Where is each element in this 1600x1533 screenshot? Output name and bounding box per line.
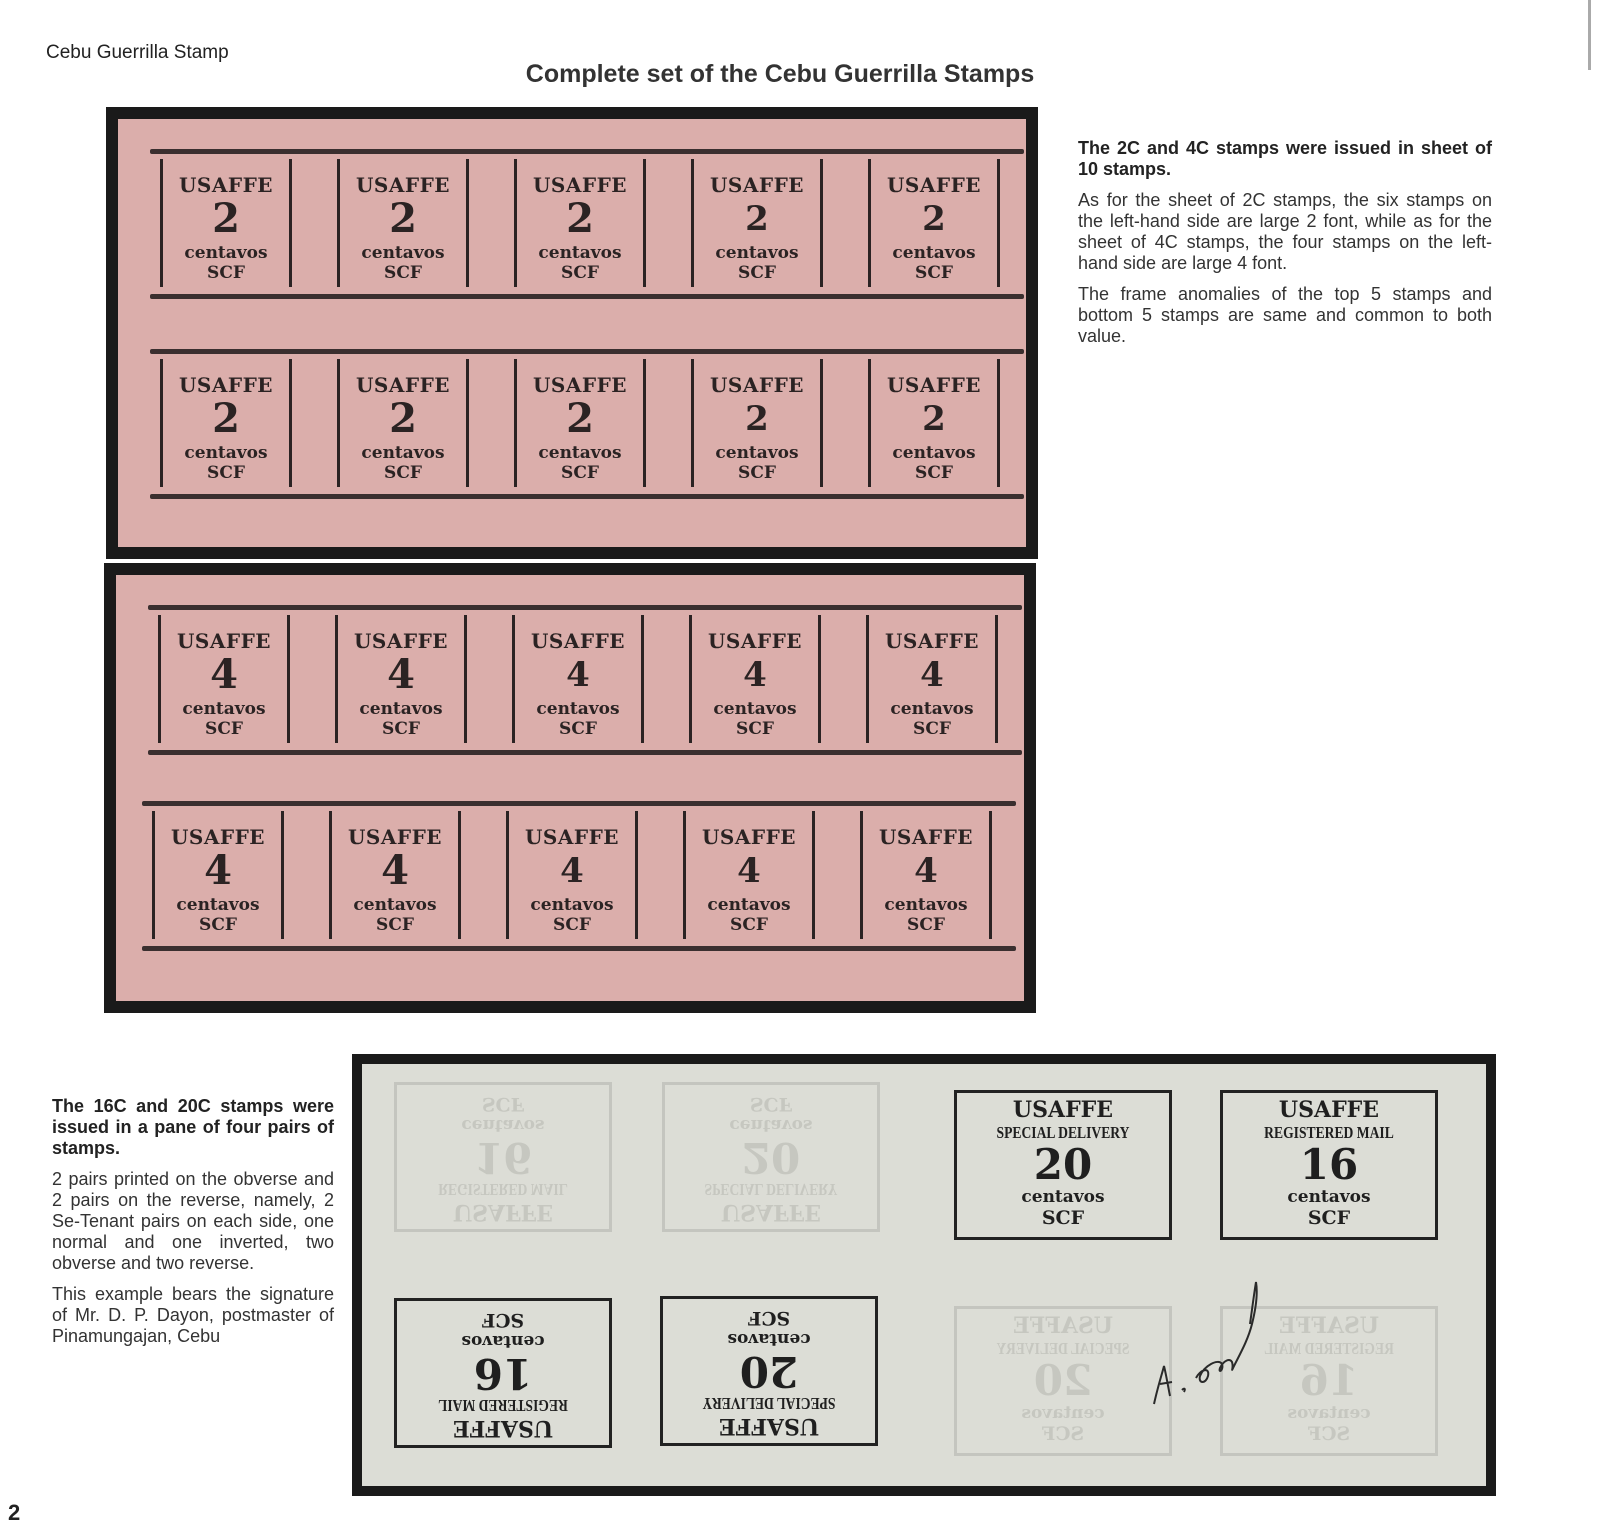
stamp-unit: centavos (707, 895, 791, 915)
stamp-unit: centavos (729, 1115, 813, 1135)
stamp-value: 2 (212, 195, 240, 242)
stamp-country: USAFFE (1012, 1313, 1114, 1339)
stamp-unit: centavos (530, 895, 614, 915)
frame-line (150, 149, 1024, 154)
stamp-4c (152, 811, 284, 939)
stamp-unit: centavos (715, 243, 799, 263)
stamp-value: 16 (1299, 1140, 1359, 1189)
stamp-overprint: SCF (481, 1309, 525, 1331)
stamp-4c (689, 615, 821, 743)
stamp-overprint: SCF (382, 719, 420, 739)
stamp-value: 4 (210, 651, 238, 698)
stamp-value: 4 (920, 655, 944, 695)
stamp-unit: centavos (884, 895, 968, 915)
stamp-unit: centavos (715, 443, 799, 463)
stamp-2c (160, 359, 292, 487)
stamp-20c-reverse-ghost (954, 1306, 1172, 1456)
stamp-value: 4 (914, 851, 938, 891)
stamp-unit: centavos (361, 243, 445, 263)
stamp-value: 16 (473, 1133, 533, 1182)
stamp-service: REGISTERED MAIL (1264, 1123, 1394, 1142)
stamp-country: USAFFE (878, 825, 974, 849)
stamp-country: USAFFE (1278, 1313, 1380, 1339)
stamp-service: REGISTERED MAIL (438, 1180, 568, 1199)
stamp-overprint: SCF (915, 263, 953, 283)
description-paragraph: 2 pairs printed on the obverse and 2 pairs on the reverse, namely, 2 Se-Tenant pairs on each side, one normal and one inverted, two obverse and two reverse. (52, 1169, 334, 1273)
stamp-country: USAFFE (452, 1199, 554, 1225)
description-paragraph: The frame anomalies of the top 5 stamps and bottom 5 stamps are same and common to both value. (1078, 284, 1492, 346)
stamp-unit: centavos (892, 243, 976, 263)
stamp-value: 2 (566, 395, 594, 442)
stamp-overprint: SCF (481, 1093, 525, 1115)
frame-line (150, 349, 1024, 354)
strip-2c-top (150, 149, 1024, 299)
stamp-unit: centavos (727, 1329, 811, 1349)
stamp-country: USAFFE (347, 825, 443, 849)
stamp-overprint: SCF (553, 915, 591, 935)
stamp-country: USAFFE (170, 825, 266, 849)
stamp-2c (337, 159, 469, 287)
header-label: Cebu Guerrilla Stamp (46, 42, 229, 63)
stamp-4c (506, 811, 638, 939)
stamp-overprint: SCF (907, 915, 945, 935)
stamp-overprint: SCF (207, 263, 245, 283)
stamp-country: USAFFE (524, 825, 620, 849)
stamp-value: 20 (739, 1347, 799, 1396)
stamp-2c (691, 359, 823, 487)
stamp-16c-inverted (394, 1298, 612, 1448)
stamp-service: SPECIAL DELIVERY (704, 1180, 838, 1199)
frame-line (142, 801, 1016, 806)
stamp-unit: centavos (182, 699, 266, 719)
description-16c-20c (52, 1096, 334, 1357)
stamp-country: USAFFE (532, 173, 628, 197)
stamp-2c (868, 159, 1000, 287)
stamp-service: SPECIAL DELIVERY (996, 1123, 1130, 1142)
stamp-unit: centavos (461, 1331, 545, 1351)
stamp-overprint: SCF (561, 263, 599, 283)
stamp-value: 2 (389, 195, 417, 242)
stamp-unit: centavos (184, 443, 268, 463)
stamp-value: 4 (387, 651, 415, 698)
stamp-overprint: SCF (559, 719, 597, 739)
stamp-unit: centavos (713, 699, 797, 719)
stamp-unit: centavos (176, 895, 260, 915)
stamp-service: SPECIAL DELIVERY (702, 1394, 836, 1413)
stamp-unit: centavos (1287, 1187, 1371, 1207)
frame-line (142, 946, 1016, 951)
stamp-value: 20 (741, 1133, 801, 1182)
stamp-country: USAFFE (886, 173, 982, 197)
stamp-4c (335, 615, 467, 743)
stamp-4c (866, 615, 998, 743)
stamp-unit: centavos (892, 443, 976, 463)
strip-4c-bottom (142, 801, 1016, 951)
stamp-overprint: SCF (1041, 1423, 1085, 1445)
stamp-unit: centavos (536, 699, 620, 719)
stamp-value: 2 (745, 399, 769, 439)
stamp-overprint: SCF (207, 463, 245, 483)
stamp-value: 2 (745, 199, 769, 239)
page-title: Complete set of the Cebu Guerrilla Stamps (525, 60, 1035, 88)
stamp-country: USAFFE (178, 173, 274, 197)
stamp-4c (683, 811, 815, 939)
stamp-20c-reverse-ghost (662, 1082, 880, 1232)
stamp-value: 20 (1033, 1140, 1093, 1189)
stamp-4c (860, 811, 992, 939)
stamp-overprint: SCF (384, 263, 422, 283)
stamp-unit: centavos (538, 243, 622, 263)
stamp-overprint: SCF (1307, 1207, 1351, 1229)
stamp-country: USAFFE (1278, 1097, 1380, 1123)
stamp-overprint: SCF (384, 463, 422, 483)
stamp-service: REGISTERED MAIL (1264, 1339, 1394, 1358)
stamp-country: USAFFE (709, 173, 805, 197)
pane-16c-20c-mount (352, 1054, 1496, 1496)
description-2c-4c (1078, 138, 1492, 357)
stamp-country: USAFFE (886, 373, 982, 397)
pane-16c-20c (362, 1064, 1486, 1486)
sheet-4c-mount (104, 563, 1036, 1013)
stamp-overprint: SCF (1307, 1423, 1351, 1445)
stamp-unit: centavos (361, 443, 445, 463)
page-number: 2 (8, 1500, 21, 1525)
stamp-value: 2 (389, 395, 417, 442)
description-paragraph: As for the sheet of 2C stamps, the six stamps on the left-hand side are large 2 font, while as for the sheet of 4C stamps, the four stamps on the left-hand side are large 4 font. (1078, 190, 1492, 273)
stamp-value: 2 (922, 199, 946, 239)
description-paragraph: This example bears the signature of Mr. D. P. Dayon, postmaster of Pinamungajan, Cebu (52, 1284, 334, 1346)
stamp-value: 4 (204, 847, 232, 894)
stamp-unit: centavos (1287, 1403, 1371, 1423)
stamp-value: 2 (922, 399, 946, 439)
stamp-unit: centavos (353, 895, 437, 915)
stamp-value: 2 (566, 195, 594, 242)
stamp-overprint: SCF (738, 263, 776, 283)
stamp-overprint: SCF (376, 915, 414, 935)
stamp-2c (514, 159, 646, 287)
stamp-country: USAFFE (355, 373, 451, 397)
stamp-overprint: SCF (561, 463, 599, 483)
strip-2c-bottom (150, 349, 1024, 499)
stamp-value: 4 (560, 851, 584, 891)
stamp-country: USAFFE (176, 629, 272, 653)
stamp-16c-reverse-ghost (394, 1082, 612, 1232)
page-edge-shadow (1588, 0, 1591, 70)
stamp-value: 4 (737, 851, 761, 891)
stamp-overprint: SCF (1041, 1207, 1085, 1229)
frame-line (150, 494, 1024, 499)
stamp-service: SPECIAL DELIVERY (996, 1339, 1130, 1358)
stamp-country: USAFFE (178, 373, 274, 397)
stamp-20c-special-delivery (954, 1090, 1172, 1240)
stamp-country: USAFFE (452, 1415, 554, 1441)
stamp-country: USAFFE (532, 373, 628, 397)
stamp-2c (691, 159, 823, 287)
stamp-16c-registered-mail (1220, 1090, 1438, 1240)
stamp-unit: centavos (359, 699, 443, 719)
stamp-country: USAFFE (707, 629, 803, 653)
stamp-value: 2 (212, 395, 240, 442)
stamp-overprint: SCF (205, 719, 243, 739)
stamp-unit: centavos (890, 699, 974, 719)
stamp-overprint: SCF (736, 719, 774, 739)
strip-4c-top (148, 605, 1022, 755)
stamp-value: 4 (743, 655, 767, 695)
stamp-value: 4 (566, 655, 590, 695)
stamp-country: USAFFE (884, 629, 980, 653)
stamp-overprint: SCF (747, 1307, 791, 1329)
stamp-unit: centavos (184, 243, 268, 263)
sheet-2c (118, 119, 1026, 547)
sheet-4c (116, 575, 1024, 1001)
description-heading: The 2C and 4C stamps were issued in sheet of 10 stamps. (1078, 138, 1492, 179)
stamp-overprint: SCF (738, 463, 776, 483)
stamp-country: USAFFE (709, 373, 805, 397)
frame-line (148, 750, 1022, 755)
description-heading: The 16C and 20C stamps were issued in a pane of four pairs of stamps. (52, 1096, 334, 1158)
stamp-overprint: SCF (730, 915, 768, 935)
stamp-country: USAFFE (355, 173, 451, 197)
stamp-country: USAFFE (718, 1413, 820, 1439)
stamp-2c (337, 359, 469, 487)
stamp-4c (158, 615, 290, 743)
stamp-unit: centavos (1021, 1187, 1105, 1207)
stamp-value: 20 (1033, 1356, 1093, 1405)
stamp-country: USAFFE (701, 825, 797, 849)
sheet-2c-mount (106, 107, 1038, 559)
stamp-unit: centavos (538, 443, 622, 463)
stamp-service: REGISTERED MAIL (438, 1396, 568, 1415)
stamp-country: USAFFE (353, 629, 449, 653)
postmaster-signature (1148, 1274, 1278, 1414)
stamp-value: 4 (381, 847, 409, 894)
stamp-4c (512, 615, 644, 743)
stamp-value: 16 (473, 1349, 533, 1398)
stamp-value: 16 (1299, 1356, 1359, 1405)
stamp-2c (160, 159, 292, 287)
frame-line (148, 605, 1022, 610)
stamp-unit: centavos (1021, 1403, 1105, 1423)
stamp-20c-inverted (660, 1296, 878, 1446)
stamp-overprint: SCF (913, 719, 951, 739)
stamp-unit: centavos (461, 1115, 545, 1135)
frame-line (150, 294, 1024, 299)
stamp-country: USAFFE (720, 1199, 822, 1225)
stamp-4c (329, 811, 461, 939)
stamp-overprint: SCF (749, 1093, 793, 1115)
stamp-2c (868, 359, 1000, 487)
stamp-overprint: SCF (199, 915, 237, 935)
stamp-2c (514, 359, 646, 487)
stamp-country: USAFFE (530, 629, 626, 653)
stamp-country: USAFFE (1012, 1097, 1114, 1123)
stamp-overprint: SCF (915, 463, 953, 483)
